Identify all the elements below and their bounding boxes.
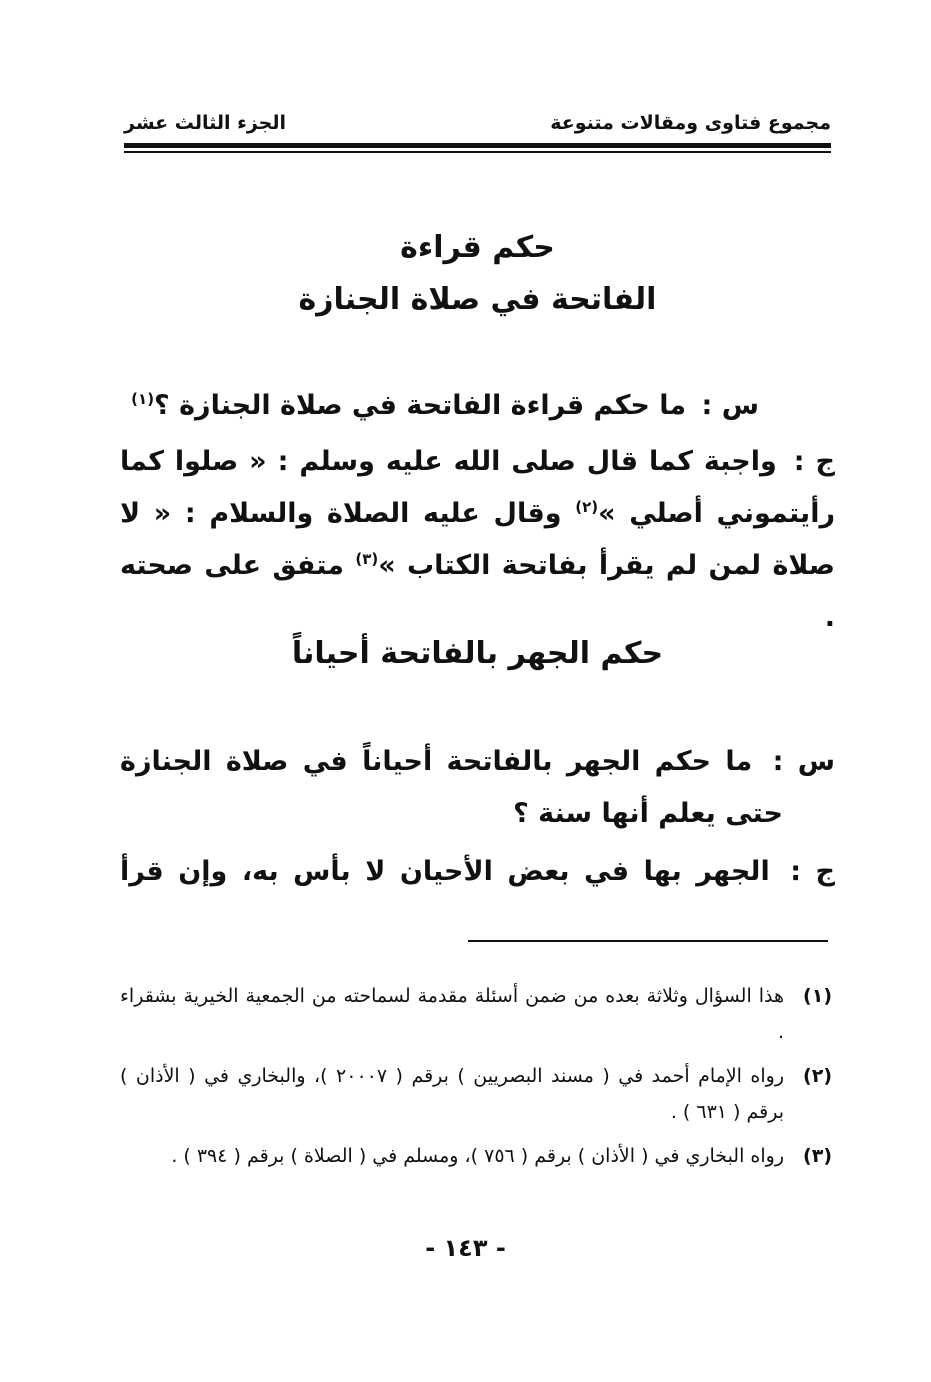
footnote-1 — [120, 978, 832, 1050]
footnote-ref-1: (١) — [131, 390, 155, 408]
question-label: س : — [701, 390, 759, 421]
answer-label: ج : — [793, 446, 835, 477]
footnote-number: (٢) — [803, 1065, 832, 1087]
answer-part2: وقال عليه الصلاة والسلام : « لا صلاة لمن لم يقرأ بفاتحة الكتاب » — [120, 498, 835, 581]
answer-part1: واجبة كما قال صلى الله عليه وسلم : « صلوا كما رأيتموني أصلي » — [120, 446, 835, 529]
footnote-text: هذا السؤال وثلاثة بعده من ضمن أسئلة مقدمة لسماحته من الجمعية الخيرية بشقراء . — [120, 985, 784, 1043]
running-header — [124, 108, 831, 138]
footnote-ref-3: (٣) — [355, 550, 379, 568]
volume-label: الجزء الثالث عشر — [124, 112, 287, 134]
section2-title: حكم الجهر بالفاتحة أحياناً — [291, 636, 664, 671]
footnote-number: (١) — [803, 985, 832, 1007]
footnote-3 — [120, 1138, 832, 1174]
section1-answer — [120, 436, 835, 644]
question2-line1: ما حكم الجهر بالفاتحة أحياناً في صلاة الجنازة — [120, 746, 753, 777]
section1-title-line2: الفاتحة في صلاة الجنازة — [298, 282, 657, 317]
header-rule-thin — [124, 151, 831, 153]
footnote-2 — [120, 1058, 832, 1130]
section1-title-line1: حكم قراءة — [400, 230, 555, 265]
book-title: مجموع فتاوى ومقالات متنوعة — [550, 112, 831, 134]
section2-answer — [120, 846, 835, 898]
footnote-ref-2: (٢) — [575, 498, 599, 516]
question-text: ما حكم قراءة الفاتحة في صلاة الجنازة ؟ — [154, 390, 687, 421]
answer-part3: متفق على صحته . — [120, 550, 835, 633]
page-number: - ١٤٣ - — [425, 1234, 506, 1262]
answer2-label: ج : — [790, 856, 836, 887]
question2-label: س : — [772, 746, 835, 777]
section2-question — [120, 736, 835, 840]
footnote-text: رواه البخاري في ( الأذان ) برقم ( ٧٥٦ )، ومسلم في ( الصلاة ) برقم ( ٣٩٤ ) . — [171, 1145, 784, 1167]
question2-line2: حتى يعلم أنها سنة ؟ — [513, 798, 783, 829]
footnote-text: رواه الإمام أحمد في ( مسند البصريين ) برقم ( ٢٠٠٠٧ )، والبخاري في ( الأذان ) برقم ( ٦٣١ ) . — [120, 1065, 784, 1123]
footnote-separator — [468, 940, 828, 942]
section1-question — [131, 380, 759, 432]
answer2-text: الجهر بها في بعض الأحيان لا بأس به، وإن قرأ — [120, 856, 770, 887]
footnote-number: (٣) — [803, 1145, 832, 1167]
header-rule-thick — [124, 143, 831, 148]
